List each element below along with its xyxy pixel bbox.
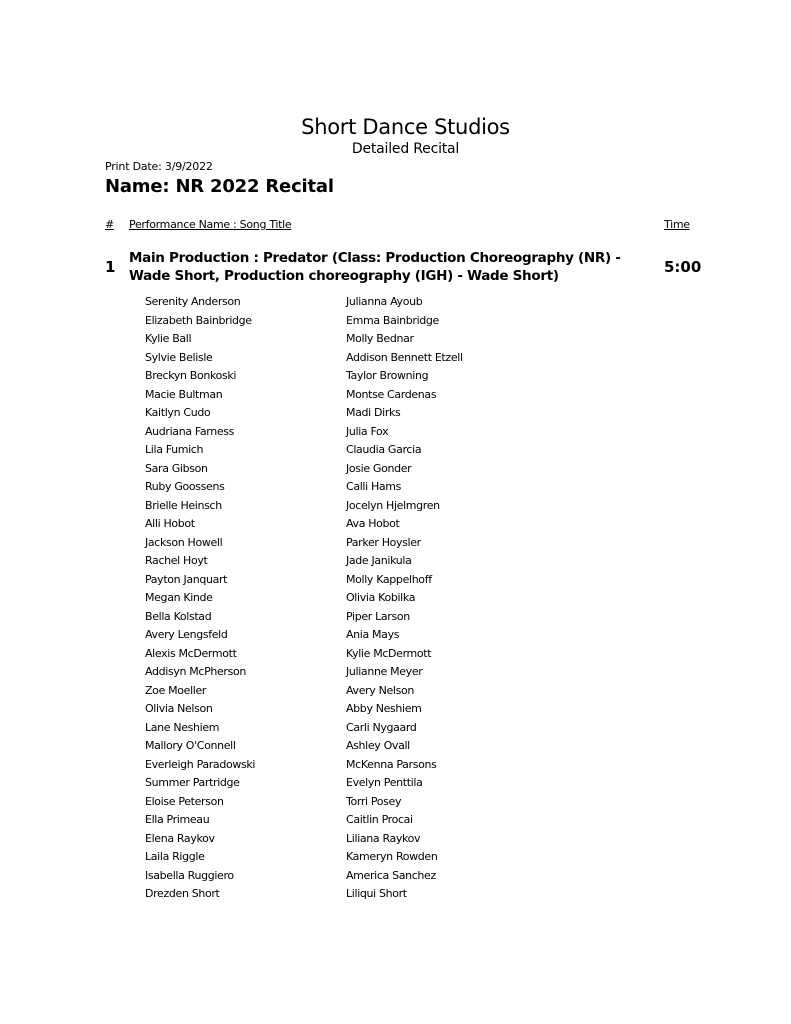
- dancer-name: Calli Hams: [346, 480, 402, 493]
- dancer-name: Jocelyn Hjelmgren: [346, 498, 440, 512]
- dancer-name: Olivia Nelson: [145, 702, 213, 715]
- dancer-name: Laila Riggle: [145, 850, 205, 863]
- dancer-name: Madi Dirks: [346, 406, 401, 419]
- dancer-name: Piper Larson: [346, 609, 410, 623]
- print-date: Print Date: 3/9/2022: [105, 160, 213, 173]
- dancer-name: Everleigh Paradowski: [145, 757, 256, 771]
- dancer-list-left: [145, 293, 255, 904]
- dancer-name: Abby Neshiem: [346, 702, 422, 715]
- dancer-name: Emma Bainbridge: [346, 313, 439, 327]
- report-type: Detailed Recital: [351, 141, 460, 157]
- dancer-name: Ania Mays: [346, 628, 400, 641]
- dancer-name: Sylvie Belisle: [145, 350, 213, 364]
- dancer-name: Addisyn McPherson: [145, 665, 246, 678]
- dancer-name: Bella Kolstad: [145, 609, 212, 623]
- dancer-name: Sara Gibson: [145, 461, 208, 475]
- dancer-name: Julianna Ayoub: [346, 295, 423, 308]
- column-header-time: Time: [664, 218, 690, 231]
- dancer-name: Drezden Short: [145, 887, 220, 900]
- dancer-name: Carli Nygaard: [346, 720, 417, 734]
- recital-name: Name: NR 2022 Recital: [105, 176, 334, 197]
- column-header-number: #: [105, 218, 114, 231]
- dancer-name: Julianne Meyer: [346, 665, 423, 678]
- dancer-list-right: [346, 293, 463, 904]
- performance-title: Main Production : Predator (Class: Production Choreography (NR) - Wade Short, Production choreography (IGH) - Wade Short): [129, 250, 621, 284]
- dancer-name: Liliqui Short: [346, 887, 407, 900]
- studio-name: Short Dance Studios: [301, 115, 510, 139]
- dancer-name: Eloise Peterson: [145, 794, 224, 808]
- dancer-name: Breckyn Bonkoski: [145, 369, 237, 382]
- dancer-name: Rachel Hoyt: [145, 554, 208, 567]
- dancer-name: Claudia Garcia: [346, 443, 422, 456]
- performance-number: 1: [105, 258, 116, 276]
- dancer-name: Caitlin Procai: [346, 813, 413, 826]
- dancer-name: Jade Janikula: [346, 554, 412, 567]
- dancer-name: Taylor Browning: [346, 369, 429, 382]
- dancer-name: Olivia Kobilka: [346, 591, 416, 604]
- dancer-name: Brielle Heinsch: [145, 498, 222, 512]
- dancer-name: Summer Partridge: [145, 776, 240, 789]
- dancer-name: Alexis McDermott: [145, 646, 237, 660]
- dancer-name: Kylie Ball: [145, 332, 192, 345]
- dancer-name: Payton Janquart: [145, 572, 228, 586]
- dancer-name: Evelyn Penttila: [346, 776, 423, 789]
- dancer-name: America Sanchez: [346, 868, 436, 882]
- dancer-name: Josie Gonder: [346, 461, 412, 475]
- dancer-name: Jackson Howell: [145, 535, 223, 549]
- dancer-name: Macie Bultman: [145, 387, 223, 401]
- dancer-name: Liliana Raykov: [346, 831, 421, 845]
- dancer-name: Alli Hobot: [145, 517, 195, 530]
- dancer-name: Serenity Anderson: [145, 295, 241, 308]
- dancer-name: Mallory O'Connell: [145, 739, 236, 752]
- dancer-name: Elizabeth Bainbridge: [145, 313, 252, 327]
- dancer-name: Ruby Goossens: [145, 480, 225, 493]
- dancer-name: Parker Hoysler: [346, 535, 421, 549]
- dancer-name: Montse Cardenas: [346, 387, 437, 401]
- dancer-name: Ava Hobot: [346, 517, 400, 530]
- dancer-name: Kylie McDermott: [346, 646, 432, 660]
- dancer-name: Avery Nelson: [346, 683, 414, 697]
- dancer-name: Avery Lengsfeld: [145, 628, 228, 641]
- column-header-performance: Performance Name : Song Title: [129, 218, 292, 231]
- dancer-name: Julia Fox: [346, 424, 389, 438]
- dancer-name: McKenna Parsons: [346, 757, 437, 771]
- dancer-name: Addison Bennett Etzell: [346, 350, 463, 364]
- dancer-name: Kaitlyn Cudo: [145, 406, 211, 419]
- dancer-name: Zoe Moeller: [145, 683, 207, 697]
- dancer-name: Ella Primeau: [145, 813, 210, 826]
- dancer-name: Torri Posey: [346, 794, 402, 808]
- dancer-name: Elena Raykov: [145, 831, 215, 845]
- dancer-name: Molly Bednar: [346, 332, 414, 345]
- dancer-name: Molly Kappelhoff: [346, 572, 432, 586]
- dancer-name: Megan Kinde: [145, 591, 213, 604]
- performance-time: 5:00: [664, 258, 702, 276]
- dancer-name: Kameryn Rowden: [346, 850, 438, 863]
- dancer-name: Isabella Ruggiero: [145, 868, 234, 882]
- dancer-name: Lane Neshiem: [145, 720, 220, 734]
- dancer-name: Lila Fumich: [145, 443, 204, 456]
- dancer-name: Ashley Ovall: [346, 739, 410, 752]
- dancer-name: Audriana Farness: [145, 424, 234, 438]
